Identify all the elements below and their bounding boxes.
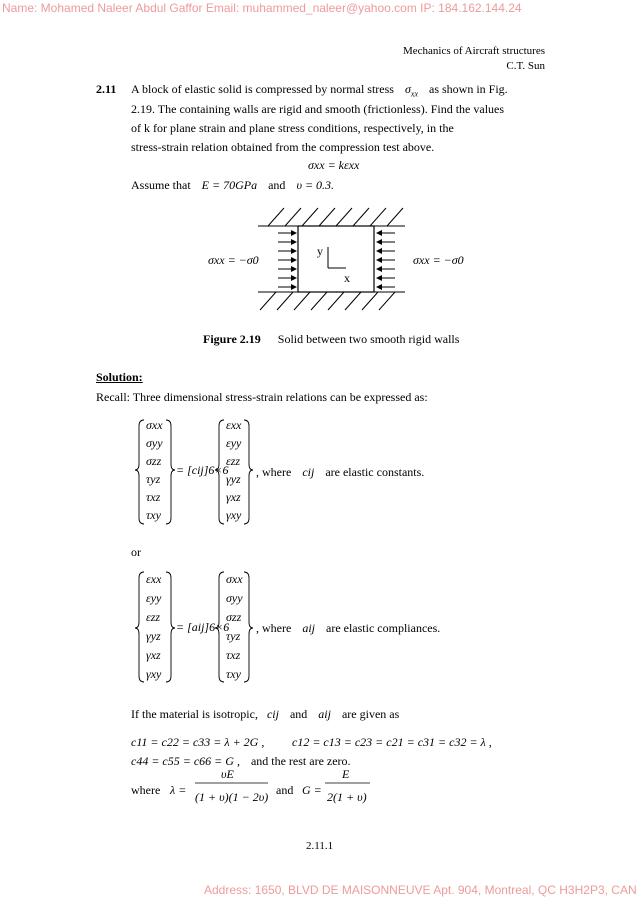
g-numerator: E bbox=[342, 767, 350, 781]
sigma-symbol: σ bbox=[404, 82, 411, 96]
recall-text: Recall: Three dimensional stress-strain relations can be expressed as: bbox=[96, 390, 428, 404]
matrix2-strain-vector bbox=[146, 570, 161, 684]
solution-matrix1-left-entry: σzz bbox=[146, 454, 162, 468]
right-stress-label: σxx = −σ0 bbox=[413, 253, 464, 267]
or-text: or bbox=[131, 545, 141, 559]
youngs-modulus: E = 70GPa bbox=[201, 178, 258, 192]
watermark-top: Name: Mohamed Naleer Abdul Gaffor Email: muhammed_naleer@yahoo.com IP: 184.162.144.24 bbox=[2, 1, 522, 15]
g-lhs: G = bbox=[302, 783, 322, 797]
relation-equation: σxx = kεxx bbox=[308, 158, 360, 172]
poisson-ratio: υ = 0.3. bbox=[296, 178, 335, 192]
solution-matrix1-left-entry: τxy bbox=[146, 508, 161, 522]
solution-matrix2-left-entry: εyy bbox=[146, 591, 162, 605]
matrix2-operator: = [aij]6×6 bbox=[176, 620, 230, 634]
g-and: and bbox=[276, 783, 294, 797]
y-axis-label: y bbox=[317, 244, 323, 258]
matrix1-operator: = [cij]6×6 bbox=[176, 463, 229, 477]
left-load-arrows bbox=[278, 233, 296, 287]
solution-matrix2-right-entry: σxx bbox=[226, 572, 243, 586]
header-author: C.T. Sun bbox=[506, 60, 545, 72]
equation-c44: c44 = c55 = c66 = G , bbox=[131, 754, 240, 768]
solution-matrix2-right-entry: τxy bbox=[226, 667, 241, 681]
problem-line4: stress-strain relation obtained from the compression test above. bbox=[131, 140, 435, 154]
matrix1-description: , where cij are elastic constants. bbox=[256, 465, 425, 479]
isotropic-line: If the material is isotropic, cij and aij are given as bbox=[131, 707, 400, 721]
equation-c12: c12 = c13 = c23 = c21 = c31 = c32 = λ , bbox=[292, 735, 492, 749]
equation-c44-line: c44 = c55 = c66 = G , and the rest are zero. bbox=[131, 754, 351, 768]
solution-matrix2-left-entry: γxy bbox=[146, 667, 162, 681]
lambda-lhs: λ = bbox=[170, 783, 187, 797]
problem-number: 2.11 bbox=[96, 82, 117, 96]
header-title: Mechanics of Aircraft structures bbox=[402, 45, 545, 57]
solution-matrix2-left-entry: εxx bbox=[146, 572, 162, 586]
solution-matrix2-left-entry: γyz bbox=[146, 629, 161, 643]
solution-heading: Solution: bbox=[96, 370, 143, 384]
solution-matrix1-right-entry: γyz bbox=[226, 472, 241, 486]
page-number: 2.11.1 bbox=[306, 840, 334, 852]
solution-matrix1-left-entry: σxx bbox=[146, 418, 163, 432]
x-axis-label: x bbox=[344, 271, 350, 285]
bottom-wall bbox=[258, 292, 405, 310]
watermark-bottom: Address: 1650, BLVD DE MAISONNEUVE Apt. 904, Montreal, QC H3H2P3, CAN bbox=[204, 883, 637, 897]
matrix1-strain-vector bbox=[226, 416, 241, 524]
assume-line: Assume that E = 70GPa and υ = 0.3. bbox=[131, 178, 335, 192]
figure-caption: Figure 2.19 Solid between two smooth rigid walls bbox=[203, 332, 460, 346]
solution-matrix1-right-entry: γxz bbox=[226, 490, 241, 504]
lambda-numerator: υE bbox=[221, 767, 234, 781]
where-label: where bbox=[131, 783, 161, 797]
lambda-denominator: (1 + υ)(1 − 2υ) bbox=[195, 790, 269, 804]
solution-matrix2-right-entry: τxz bbox=[226, 648, 241, 662]
solution-matrix2-right-entry: τyz bbox=[226, 629, 241, 643]
problem-line3: of k for plane strain and plane stress conditions, respectively, in the bbox=[131, 121, 454, 135]
solution-matrix1-right-entry: εyy bbox=[226, 436, 242, 450]
solution-matrix2-right-entry: σyy bbox=[226, 591, 243, 605]
solution-matrix2-left-entry: γxz bbox=[146, 648, 161, 662]
g-denominator: 2(1 + υ) bbox=[327, 790, 367, 804]
solution-matrix1-left-entry: σyy bbox=[146, 436, 163, 450]
elastic-block bbox=[298, 226, 374, 292]
matrix2-stress-vector bbox=[226, 570, 243, 684]
problem-line2: 2.19. The containing walls are rigid and smooth (frictionless). Find the values bbox=[131, 102, 505, 116]
top-wall bbox=[258, 208, 405, 226]
left-stress-label: σxx = −σ0 bbox=[208, 253, 259, 267]
solution-matrix2-left-entry: εzz bbox=[146, 610, 161, 624]
solution-matrix1-right-entry: εxx bbox=[226, 418, 242, 432]
solution-matrix1-right-entry: γxy bbox=[226, 508, 242, 522]
equation-c11: c11 = c22 = c33 = λ + 2G , bbox=[131, 735, 265, 749]
problem-line1: A block of elastic solid is compressed by normal stress $\sigma_{xx}$ as shown in Fig. bbox=[131, 82, 508, 99]
solution-matrix2-right-entry: σzz bbox=[226, 610, 242, 624]
matrix1-stress-vector bbox=[146, 416, 163, 524]
right-load-arrows bbox=[377, 233, 395, 287]
axes bbox=[328, 247, 346, 268]
solution-matrix1-right-entry: εzz bbox=[226, 454, 241, 468]
solution-matrix1-left-entry: τyz bbox=[146, 472, 161, 486]
solution-matrix1-left-entry: τxz bbox=[146, 490, 161, 504]
matrix2-description: , where aij are elastic compliances. bbox=[256, 621, 441, 635]
